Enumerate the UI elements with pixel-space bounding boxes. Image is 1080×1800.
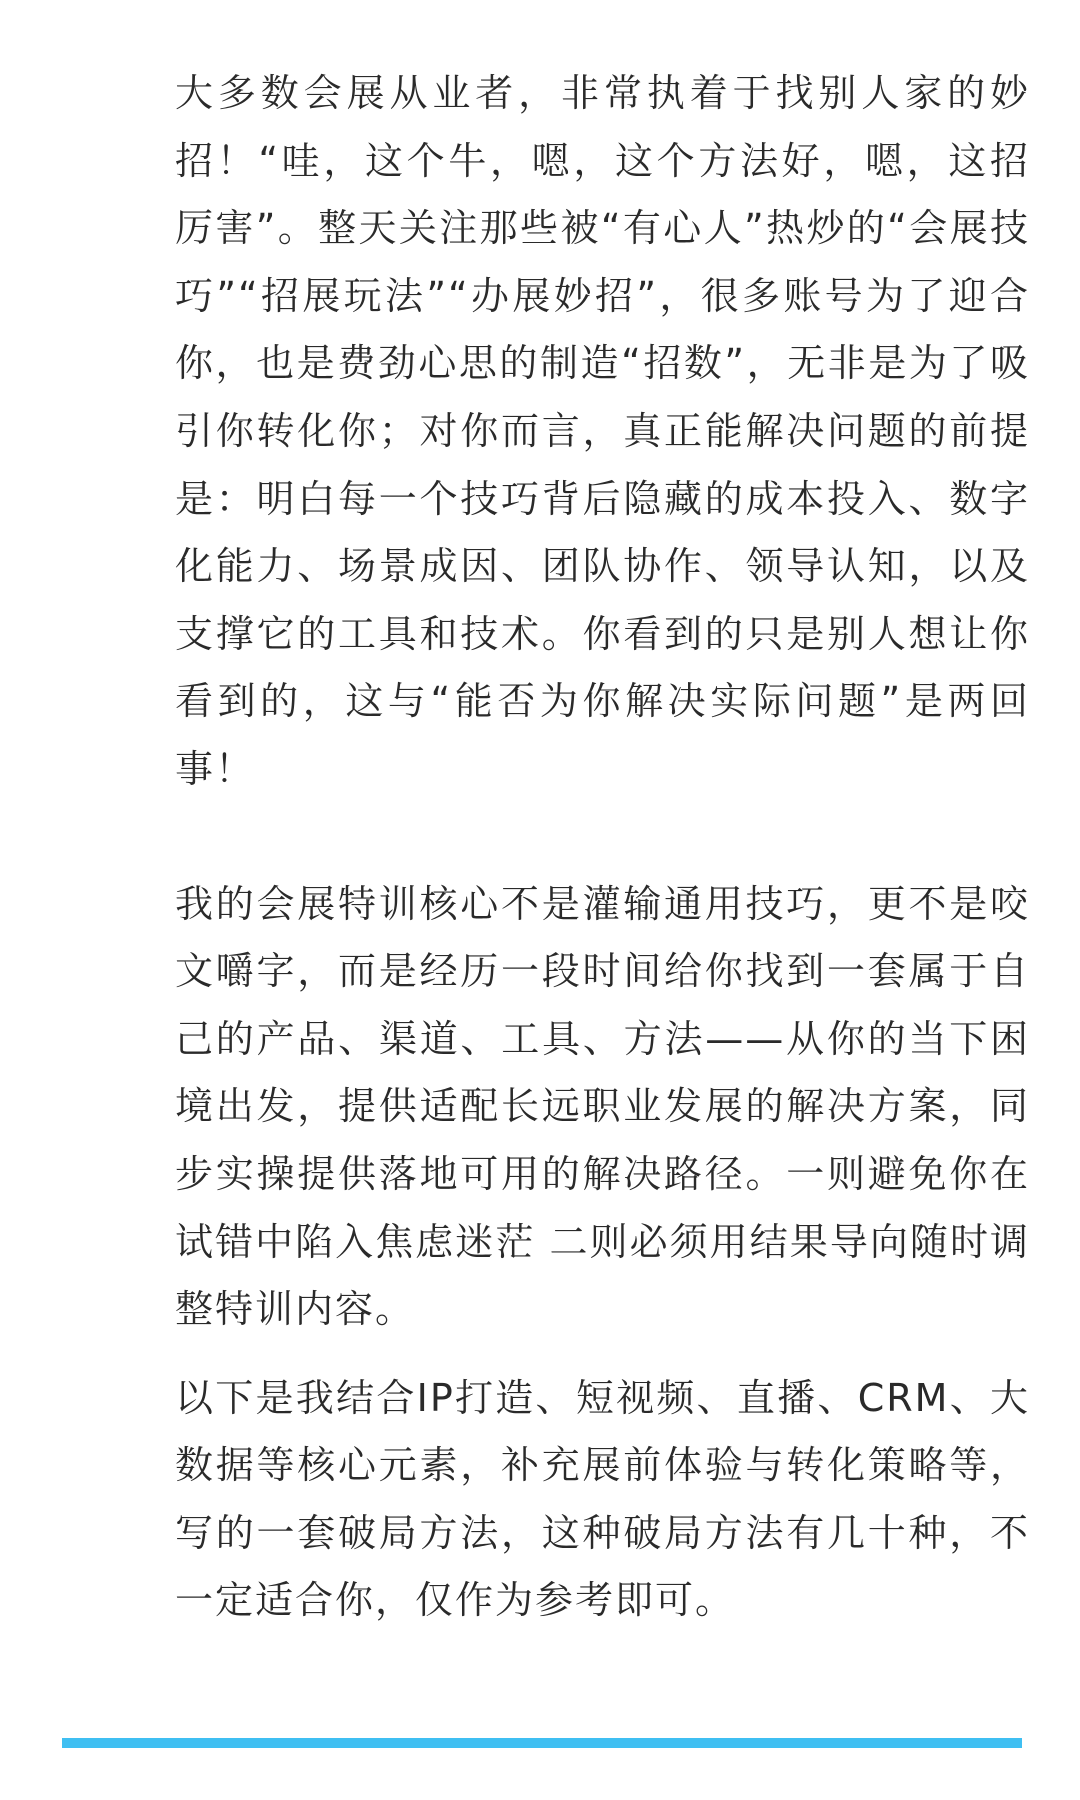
section-divider (62, 1738, 1022, 1748)
paragraph-2: 我的会展特训核心不是灌输通用技巧，更不是咬文嚼字，而是经历一段时间给你找到一套属于自己的产品、渠道、工具、方法——从你的当下困境出发，提供适配长远职业发展的解决方案，同步实操提供落地可用的解决路径。一则避免你在试错中陷入焦虑迷茫 二则必须用结果导向随时调整特训内容。 (175, 881, 1030, 1332)
paragraph-1: 大多数会展从业者，非常执着于找别人家的妙招！“哇，这个牛，嗯，这个方法好，嗯，这招厉害”。整天关注那些被“有心人”热炒的“会展技巧”“招展玩法”“办展妙招”，很多账号为了迎合你，也是费劲心思的制造“招数”，无非是为了吸引你转化你；对你而言，真正能解决问题的前提是：明白每一个技巧背后隐藏的成本投入、数字化能力、场景成因、团队协作、领导认知，以及支撑它的工具和技术。你看到的只是别人想让你看到的，这与“能否为你解决实际问题”是两回事！ (175, 71, 1030, 791)
paragraph-3: 以下是我结合IP打造、短视频、直播、CRM、大数据等核心元素，补充展前体验与转化策略等，写的一套破局方法，这种破局方法有几十种，不一定适合你，仅作为参考即可。 (175, 1375, 1030, 1623)
article-body (175, 60, 1030, 1635)
